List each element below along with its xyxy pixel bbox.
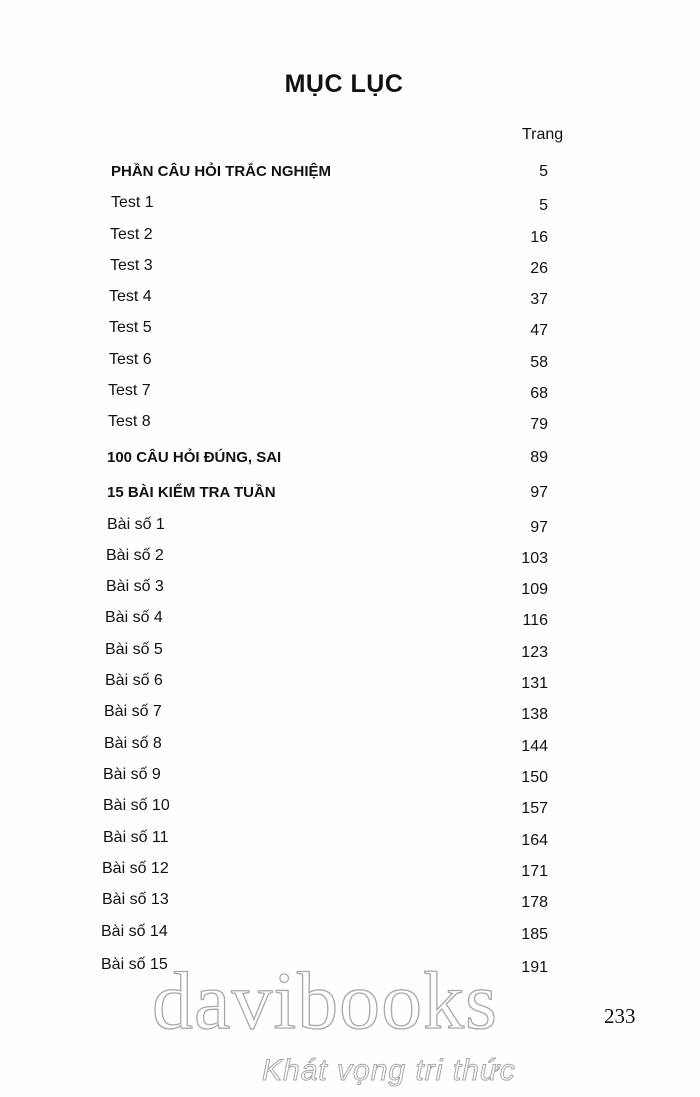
toc-entry-page: 97 [530, 519, 548, 536]
toc-entry-page: 58 [530, 354, 548, 371]
toc-entry-page: 5 [539, 197, 548, 214]
toc-entry-label: Test 6 [109, 351, 152, 368]
toc-entry-page: 16 [530, 229, 548, 246]
toc-entry-row [103, 766, 548, 788]
toc-entry-row [101, 923, 548, 945]
toc-entry-page: 138 [521, 706, 548, 723]
toc-entry-page: 164 [521, 832, 548, 849]
toc-entry-row [109, 351, 548, 373]
watermark-tagline: Khát vọng tri thức [262, 1054, 516, 1087]
toc-entry-page: 26 [530, 260, 548, 277]
toc-entry-row [105, 641, 548, 663]
toc-entry-label: Bài số 6 [105, 672, 163, 689]
toc-entry-row [102, 860, 548, 882]
toc-entry-label: Test 8 [108, 413, 151, 430]
toc-entry-row [109, 288, 548, 310]
toc-entry-page: 37 [530, 291, 548, 308]
toc-entry-label: Bài số 14 [101, 923, 168, 940]
toc-entry-row [104, 735, 548, 757]
toc-entry-row [107, 516, 548, 538]
toc-entry-label: Bài số 10 [103, 797, 170, 814]
toc-section-row [107, 449, 548, 471]
toc-entry-label: Bài số 1 [107, 516, 165, 533]
toc-section-row [111, 163, 548, 185]
toc-entry-page: 185 [521, 926, 548, 943]
toc-entry-page: 103 [521, 550, 548, 567]
toc-entry-label: Test 4 [109, 288, 152, 305]
toc-entry-page: 47 [530, 322, 548, 339]
toc-entry-row [108, 382, 548, 404]
toc-entry-row [111, 194, 548, 216]
toc-entry-row [109, 319, 548, 341]
toc-entry-label: Bài số 2 [106, 547, 164, 564]
toc-entry-page: 68 [530, 385, 548, 402]
toc-entry-row [102, 891, 548, 913]
toc-entry-row [105, 609, 548, 631]
page-title: MỤC LỤC [284, 70, 404, 98]
toc-entry-label: Bài số 15 [101, 956, 168, 973]
toc-entry-page: 97 [530, 484, 548, 501]
toc-entry-label: PHẦN CÂU HỎI TRẮC NGHIỆM [111, 163, 331, 180]
toc-entry-row [104, 703, 548, 725]
toc-entry-label: Test 7 [108, 382, 151, 399]
toc-entry-label: 15 BÀI KIỂM TRA TUẦN [107, 484, 276, 501]
toc-entry-row [103, 829, 548, 851]
page-number: 233 [604, 1004, 636, 1028]
toc-entry-page: 109 [521, 581, 548, 598]
toc-section-row [107, 484, 548, 506]
toc-entry-page: 79 [530, 416, 548, 433]
toc-entry-page: 171 [521, 863, 548, 880]
toc-entry-label: 100 CÂU HỎI ĐÚNG, SAI [107, 449, 282, 466]
toc-entry-label: Test 3 [110, 257, 153, 274]
toc-entry-page: 157 [521, 800, 548, 817]
toc-entry-page: 89 [530, 449, 548, 466]
toc-entry-page: 144 [521, 738, 548, 755]
toc-entry-page: 123 [521, 644, 548, 661]
toc-entry-row [103, 797, 548, 819]
toc-entry-label: Bài số 7 [104, 703, 162, 720]
toc-entry-label: Bài số 8 [104, 735, 162, 752]
toc-entry-label: Bài số 12 [102, 860, 169, 877]
toc-entry-row [106, 547, 548, 569]
toc-entry-row [110, 226, 548, 248]
toc-entry-label: Bài số 13 [102, 891, 169, 908]
toc-entry-page: 178 [521, 894, 548, 911]
toc-entry-label: Bài số 3 [106, 578, 164, 595]
toc-entry-row [106, 578, 548, 600]
toc-entry-page: 5 [539, 163, 548, 180]
toc-entry-label: Bài số 11 [103, 829, 169, 846]
watermark-brand: davibooks [152, 955, 499, 1046]
toc-entry-label: Test 2 [110, 226, 153, 243]
toc-entry-label: Test 5 [109, 319, 152, 336]
toc-entry-page: 116 [522, 612, 548, 629]
toc-entry-row [108, 413, 548, 435]
toc-entry-page: 191 [521, 959, 548, 976]
toc-entry-label: Test 1 [111, 194, 154, 211]
page-column-header: Trang [522, 126, 564, 143]
toc-entry-label: Bài số 9 [103, 766, 161, 783]
toc-entry-row [110, 257, 548, 279]
toc-entry-page: 150 [521, 769, 548, 786]
toc-entry-page: 131 [521, 675, 548, 692]
toc-entry-label: Bài số 4 [105, 609, 163, 626]
toc-entry-row [105, 672, 548, 694]
toc-entry-label: Bài số 5 [105, 641, 163, 658]
